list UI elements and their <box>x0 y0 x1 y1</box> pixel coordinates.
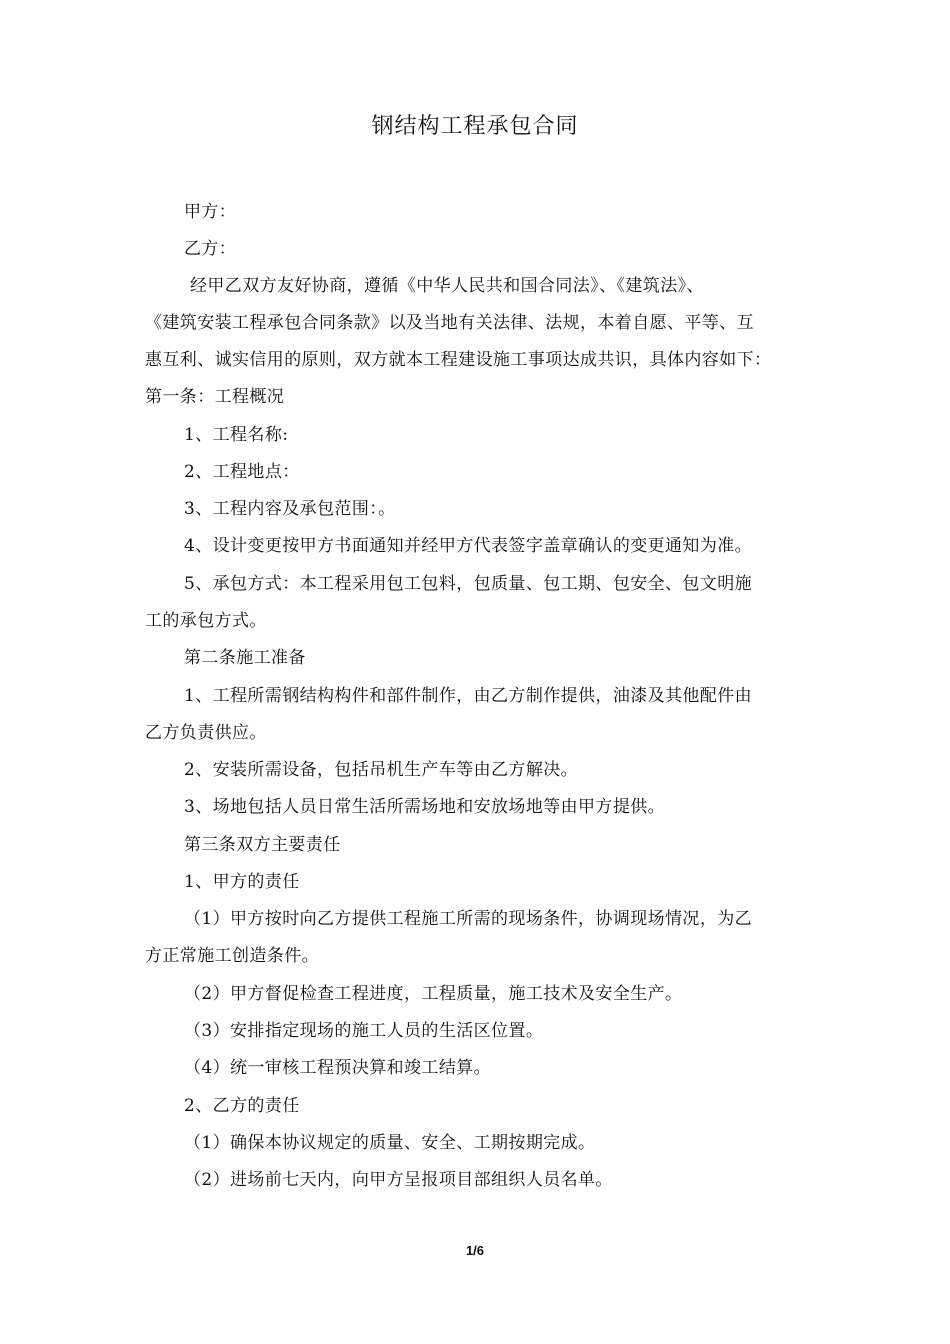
paragraph-line: （1）甲方按时向乙方提供工程施工所需的现场条件，协调现场情况，为乙 <box>184 909 753 929</box>
paragraph-line: （1）确保本协议规定的质量、安全、工期按期完成。 <box>184 1133 596 1153</box>
party-a-line: 甲方： <box>184 202 237 222</box>
paragraph-line: 1、甲方的责任 <box>184 872 300 892</box>
paragraph-line: 《建筑安装工程承包合同条款》以及当地有关法律、法规，本着自愿、平等、互 <box>145 313 754 333</box>
paragraph-line: 2、安装所需设备，包括吊机生产车等由乙方解决。 <box>184 760 579 780</box>
section-heading: 第三条双方主要责任 <box>184 835 341 855</box>
paragraph-line: （3）安排指定现场的施工人员的生活区位置。 <box>184 1021 544 1041</box>
paragraph-line: 1、工程名称: <box>184 425 289 445</box>
paragraph-line: 方正常施工创造条件。 <box>145 946 319 966</box>
paragraph-line: 5、承包方式：本工程采用包工包料，包质量、包工期、包安全、包文明施 <box>184 574 753 594</box>
paragraph-line: （2）进场前七天内，向甲方呈报项目部组织人员名单。 <box>184 1170 613 1190</box>
paragraph-line: 2、工程地点： <box>184 462 300 482</box>
paragraph-line: 1、工程所需钢结构构件和部件制作，由乙方制作提供，油漆及其他配件由 <box>184 686 753 706</box>
paragraph-line: （2）甲方督促检查工程进度，工程质量，施工技术及安全生产。 <box>184 984 683 1004</box>
paragraph-line: 工的承包方式。 <box>145 611 267 631</box>
page-number: 1/6 <box>465 1243 485 1258</box>
document-title: 钢结构工程承包合同 <box>371 114 579 139</box>
section-heading: 第一条：工程概况 <box>145 387 285 407</box>
paragraph-line: 4、设计变更按甲方书面通知并经甲方代表签字盖章确认的变更通知为准。 <box>184 536 753 556</box>
paragraph-line: 经甲乙双方友好协商，遵循《中华人民共和国合同法》、《建筑法》、 <box>190 276 704 296</box>
paragraph-line: 惠互利、诚实信用的原则，双方就本工程建设施工事项达成共识，具体内容如下： <box>145 350 772 370</box>
paragraph-line: 乙方负责供应。 <box>145 723 267 743</box>
paragraph-line: 2、乙方的责任 <box>184 1096 300 1116</box>
paragraph-line: （4）统一审核工程预决算和竣工结算。 <box>184 1058 492 1078</box>
section-heading: 第二条施工准备 <box>184 648 306 668</box>
paragraph-line: 3、工程内容及承包范围：。 <box>184 499 396 519</box>
paragraph-line: 3、场地包括人员日常生活所需场地和安放场地等由甲方提供。 <box>184 797 666 817</box>
party-b-line: 乙方： <box>184 239 237 259</box>
